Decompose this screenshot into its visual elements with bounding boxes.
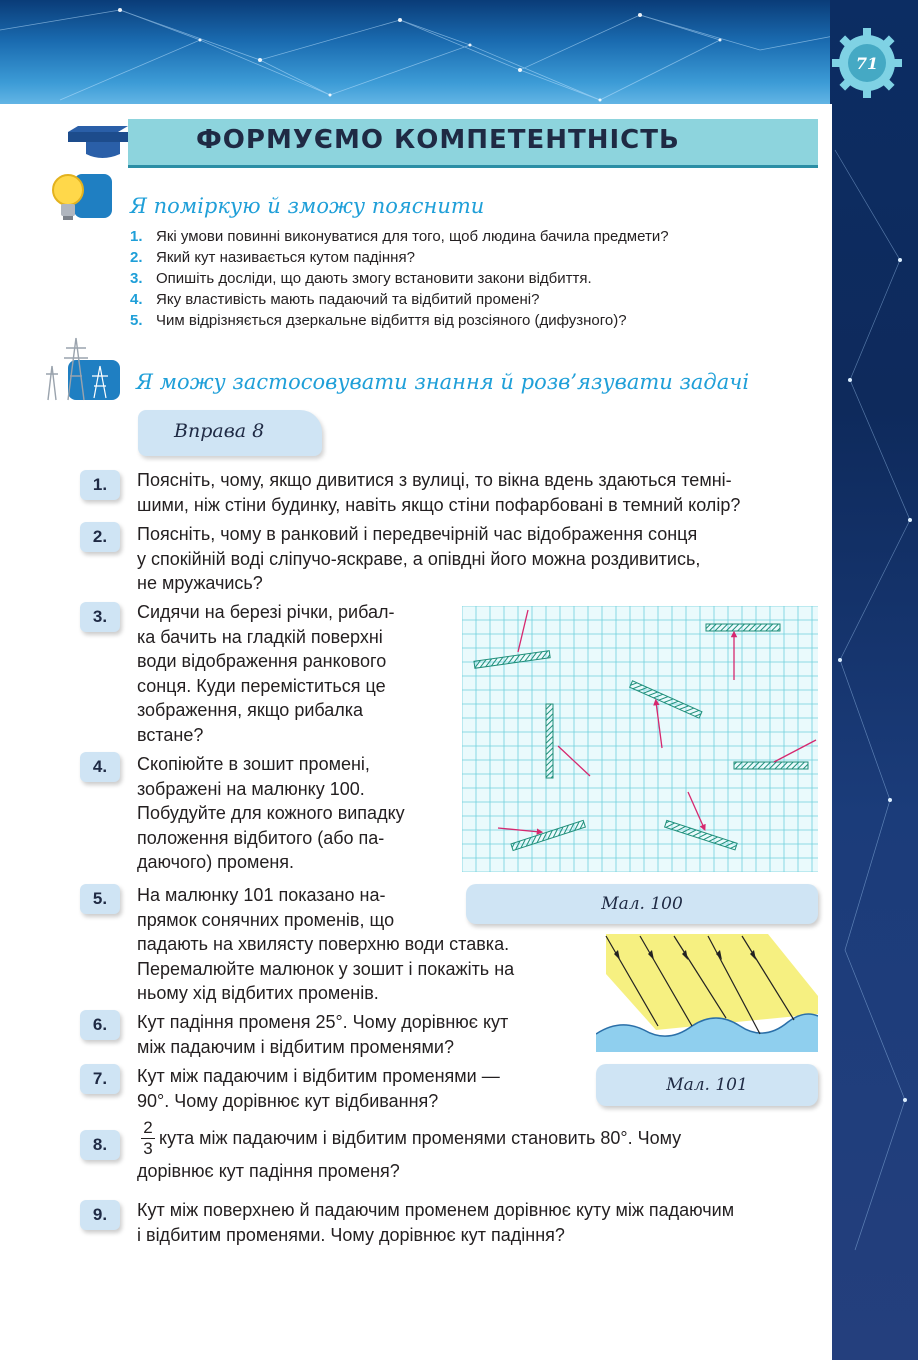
question-text: Який кут називається кутом падіння? [156,249,415,266]
problem-number: 4. [80,752,120,782]
problem-text [137,1064,577,1113]
light-bulb-icon [44,170,114,226]
exercise-label: Вправа 8 [174,420,265,442]
text-line: положення відбитого (або па- [137,827,385,848]
text-line: ка бачить на гладкій поверхні [137,626,383,647]
text-line: Перемалюйте малюнок у зошит і покажіть на [137,958,515,979]
power-tower-icon [42,336,122,402]
text-line: Сидячи на березі річки, рибал- [137,602,395,622]
question-list [130,226,820,331]
question-text: Чим відрізняється дзеркальне відбиття від розсіяного (дифузного)? [156,312,627,329]
text-line: На малюнку 101 показано на- [137,885,386,905]
section-title: ФОРМУЄМО КОМПЕТЕНТНІСТЬ [196,125,680,155]
text-line: і відбитим променями. Чому дорівнює кут падіння? [137,1224,565,1245]
text-line: води відображення ранкового [137,651,387,671]
question-text: Опишіть досліди, що дають змогу встановити закони відбиття. [156,270,592,287]
mirror [546,704,553,778]
problem-number: 9. [80,1200,120,1230]
apply-heading: Я можу застосовувати знання й розв’язувати задачі [136,370,750,394]
text-line: зображення, якщо рибалка [137,700,364,720]
figure-101 [596,934,818,1052]
text-line: Поясніть, чому в ранковий і передвечірній час відображення сонця [137,524,698,544]
problem-number: 8. [80,1130,120,1160]
question-number: 4. [130,291,143,308]
text-line: у спокійній воді сліпучо-яскраве, а опівдні його можна роздивитись, [137,548,701,569]
question-number: 5. [130,312,143,329]
problem-number: 6. [80,1010,120,1040]
text-line: падають на хвилясту поверхню води ставка. [137,934,510,954]
problem-text [137,1118,817,1184]
text-line: кута між падаючим і відбитим променями становить 80°. Чому [159,1128,682,1149]
figure-100-caption: Мал. 100 [466,884,818,924]
text-line: прямок сонячних променів, що [137,909,395,930]
problem-text [137,468,817,517]
text-line [137,1118,817,1159]
explain-heading: Я поміркую й зможу пояснити [130,194,485,218]
constellation-decoration [0,0,918,118]
problem-number: 7. [80,1064,120,1094]
question-number: 3. [130,270,143,287]
text-line: дорівнює кут падіння променя? [137,1161,400,1181]
problem-text [137,522,817,596]
page-number: 71 [848,44,886,82]
list-item [130,226,820,247]
problem-number: 1. [80,470,120,500]
text-line: Скопіюйте в зошит промені, [137,754,370,774]
text-line: Кут падіння променя 25°. Чому дорівнює кут [137,1012,509,1032]
problem-number: 2. [80,522,120,552]
mirror [734,762,808,769]
figure-101-caption: Мал. 101 [596,1064,818,1106]
text-line: сонця. Куди переміститься це [137,675,386,696]
problem-number: 5. [80,884,120,914]
problem-text [137,752,441,875]
fraction-denominator: 3 [143,1139,153,1158]
question-text: Яку властивість мають падаючий та відбитий промені? [156,291,540,308]
list-item [130,289,820,310]
text-line: шими, ніж стіни будинку, навіть якщо стіни пофарбовані в темний колір? [137,494,741,515]
mirror [706,624,780,631]
text-line: Кут між поверхнею й падаючим променем дорівнює куту між падаючим [137,1200,735,1220]
header-background [0,0,918,118]
problem-number: 3. [80,602,120,632]
figure-100 [462,606,818,872]
text-line: Побудуйте для кожного випадку [137,803,405,823]
text-line: між падаючим і відбитим променями? [137,1036,454,1057]
question-text: Які умови повинні виконуватися для того, щоб людина бачила предмети? [156,228,669,245]
text-line: встане? [137,724,204,745]
text-line: Кут між падаючим і відбитим променями — [137,1066,500,1086]
problem-text [137,600,441,747]
text-line: ньому хід відбитих променів. [137,983,379,1003]
list-item [130,247,820,268]
fraction [141,1118,155,1159]
text-line: не мружачись? [137,573,263,593]
fraction-numerator: 2 [143,1118,153,1137]
text-line: 90°. Чому дорівнює кут відбивання? [137,1090,439,1111]
text-line: Поясніть, чому, якщо дивитися з вулиці, то вікна вдень здаються темні- [137,470,732,490]
text-line: зображені на малюнку 100. [137,778,365,799]
problem-text [137,1198,817,1247]
question-number: 2. [130,249,143,266]
problem-text [137,1010,577,1059]
text-line: даючого) променя. [137,852,295,872]
question-number: 1. [130,228,143,245]
list-item [130,268,820,289]
side-background [830,0,918,1360]
list-item [130,310,820,331]
